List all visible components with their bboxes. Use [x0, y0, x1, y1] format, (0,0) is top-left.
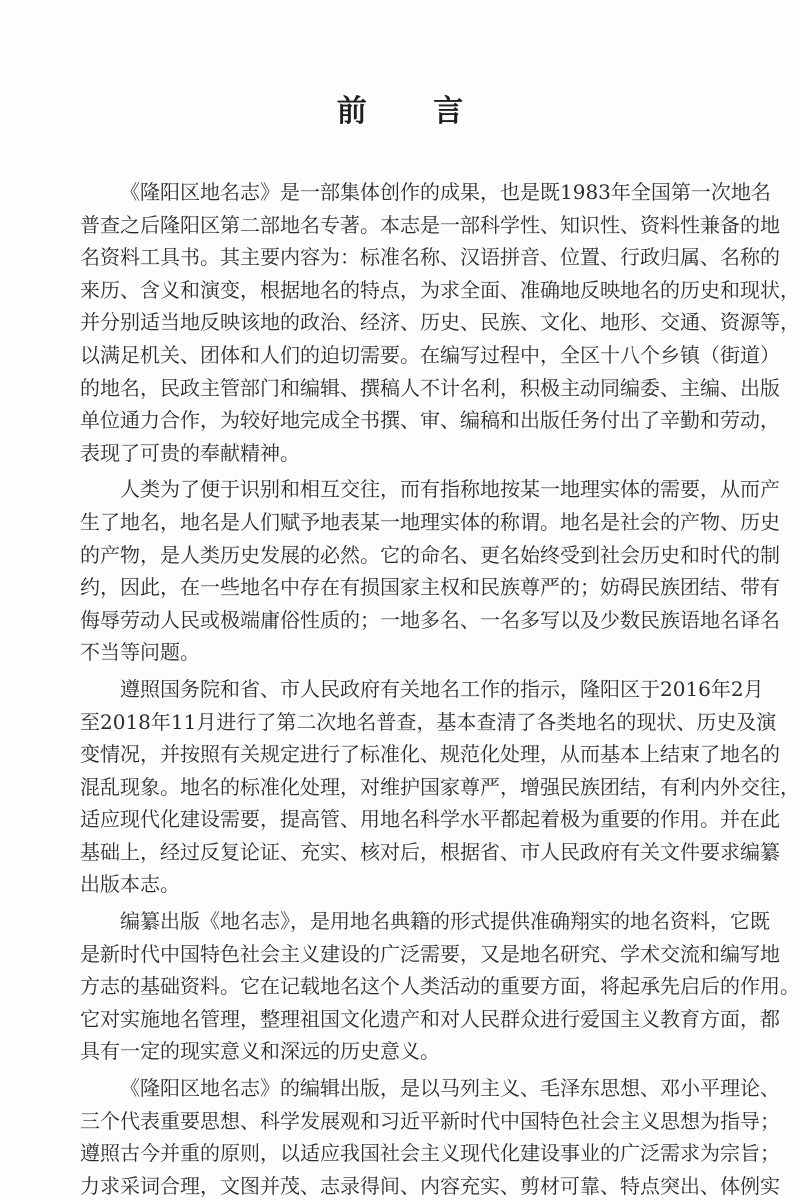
- paragraph-line: 变情况，并按照有关规定进行了标准化、规范化处理，从而基本上结束了地名的: [80, 742, 780, 767]
- paragraph-line: 生了地名，地名是人们赋予地表某一地理实体的称谓。地名是社会的产物、历史: [80, 509, 780, 534]
- paragraph-line: 遵照国务院和省、市人民政府有关地名工作的指示，隆阳区于2016年2月: [120, 676, 764, 701]
- paragraph-line: 至2018年11月进行了第二次地名普查，基本查清了各类地名的现状、历史及演: [80, 709, 777, 734]
- paragraph-line: 侮辱劳动人民或极端庸俗性质的；一地多名、一名多写以及少数民族语地名译名: [80, 607, 780, 632]
- paragraph-line: 的产物，是人类历史发展的必然。它的命名、更名始终受到社会历史和时代的制: [80, 542, 780, 567]
- paragraph-line: 约，因此，在一些地名中存在有损国家主权和民族尊严的；妨碍民族团结、带有: [80, 575, 780, 600]
- paragraph-line: 是新时代中国特色社会主义建设的广泛需要，又是地名研究、学术交流和编写地: [80, 941, 780, 966]
- paragraph-3: [80, 673, 800, 901]
- paragraph-line: 遵照古今并重的原则，以适应我国社会主义现代化建设事业的广泛需求为宗旨；: [80, 1141, 780, 1166]
- paragraph-line: 编纂出版《地名志》，是用地名典籍的形式提供准确翔实的地名资料，它既: [120, 909, 770, 934]
- paragraph-line: 并分别适当地反映该地的政治、经济、历史、民族、文化、地形、交通、资源等，: [80, 310, 800, 335]
- paragraph-line: 适应现代化建设需要，提高管、用地名科学水平都起着极为重要的作用。并在此: [80, 807, 780, 832]
- paragraph-line: 以满足机关、团体和人们的迫切需要。在编写过程中，全区十八个乡镇（街道）: [80, 342, 780, 367]
- paragraph-line: 方志的基础资料。它在记载地名这个人类活动的重要方面，将起承先启后的作用。: [80, 974, 800, 999]
- page-title: 前 言: [336, 94, 492, 129]
- paragraph-5: [80, 1072, 780, 1202]
- paragraph-line: 单位通力合作，为较好地完成全书撰、审、编稿和出版任务付出了辛勤和劳动，: [80, 408, 780, 433]
- paragraph-line: 《隆阳区地名志》的编辑出版，是以马列主义、毛泽东思想、邓小平理论、: [120, 1076, 780, 1101]
- paragraph-line: 三个代表重要思想、科学发展观和习近平新时代中国特色社会主义思想为指导；: [80, 1108, 780, 1133]
- paragraph-line: 的地名，民政主管部门和编辑、撰稿人不计名利，积极主动同编委、主编、出版: [80, 375, 780, 400]
- paragraph-2: [80, 473, 780, 669]
- paragraph-line: 出版本志。: [80, 872, 180, 897]
- document-body: [80, 176, 800, 1202]
- paragraph-line: 名资料工具书。其主要内容为：标准名称、汉语拼音、位置、行政归属、名称的: [80, 245, 780, 270]
- paragraph-line: 它对实施地名管理，整理祖国文化遗产和对人民群众进行爱国主义教育方面，都: [80, 1006, 780, 1031]
- paragraph-line: 不当等问题。: [80, 640, 200, 665]
- paragraph-1: [80, 176, 800, 469]
- paragraph-line: 具有一定的现实意义和深远的历史意义。: [80, 1039, 440, 1064]
- paragraph-line: 混乱现象。地名的标准化处理，对维护国家尊严，增强民族团结，有利内外交往，: [80, 774, 800, 799]
- paragraph-line: 人类为了便于识别和相互交往，而有指称地按某一地理实体的需要，从而产: [120, 477, 780, 502]
- paragraph-line: 力求采词合理，文图并茂、志录得间、内容充实、剪材可靠、特点突出、体例实: [80, 1173, 780, 1198]
- paragraph-4: [80, 905, 800, 1068]
- paragraph-line: 基础上，经过反复论证、充实、核对后，根据省、市人民政府有关文件要求编纂: [80, 839, 780, 864]
- paragraph-line: 表现了可贵的奉献精神。: [80, 440, 300, 465]
- paragraph-line: 来历、含义和演变，根据地名的特点，为求全面、准确地反映地名的历史和现状，: [80, 277, 800, 302]
- paragraph-line: 普查之后隆阳区第二部地名专著。本志是一部科学性、知识性、资料性兼备的地: [80, 212, 780, 237]
- paragraph-line: 《隆阳区地名志》是一部集体创作的成果，也是既1983年全国第一次地名: [120, 180, 771, 204]
